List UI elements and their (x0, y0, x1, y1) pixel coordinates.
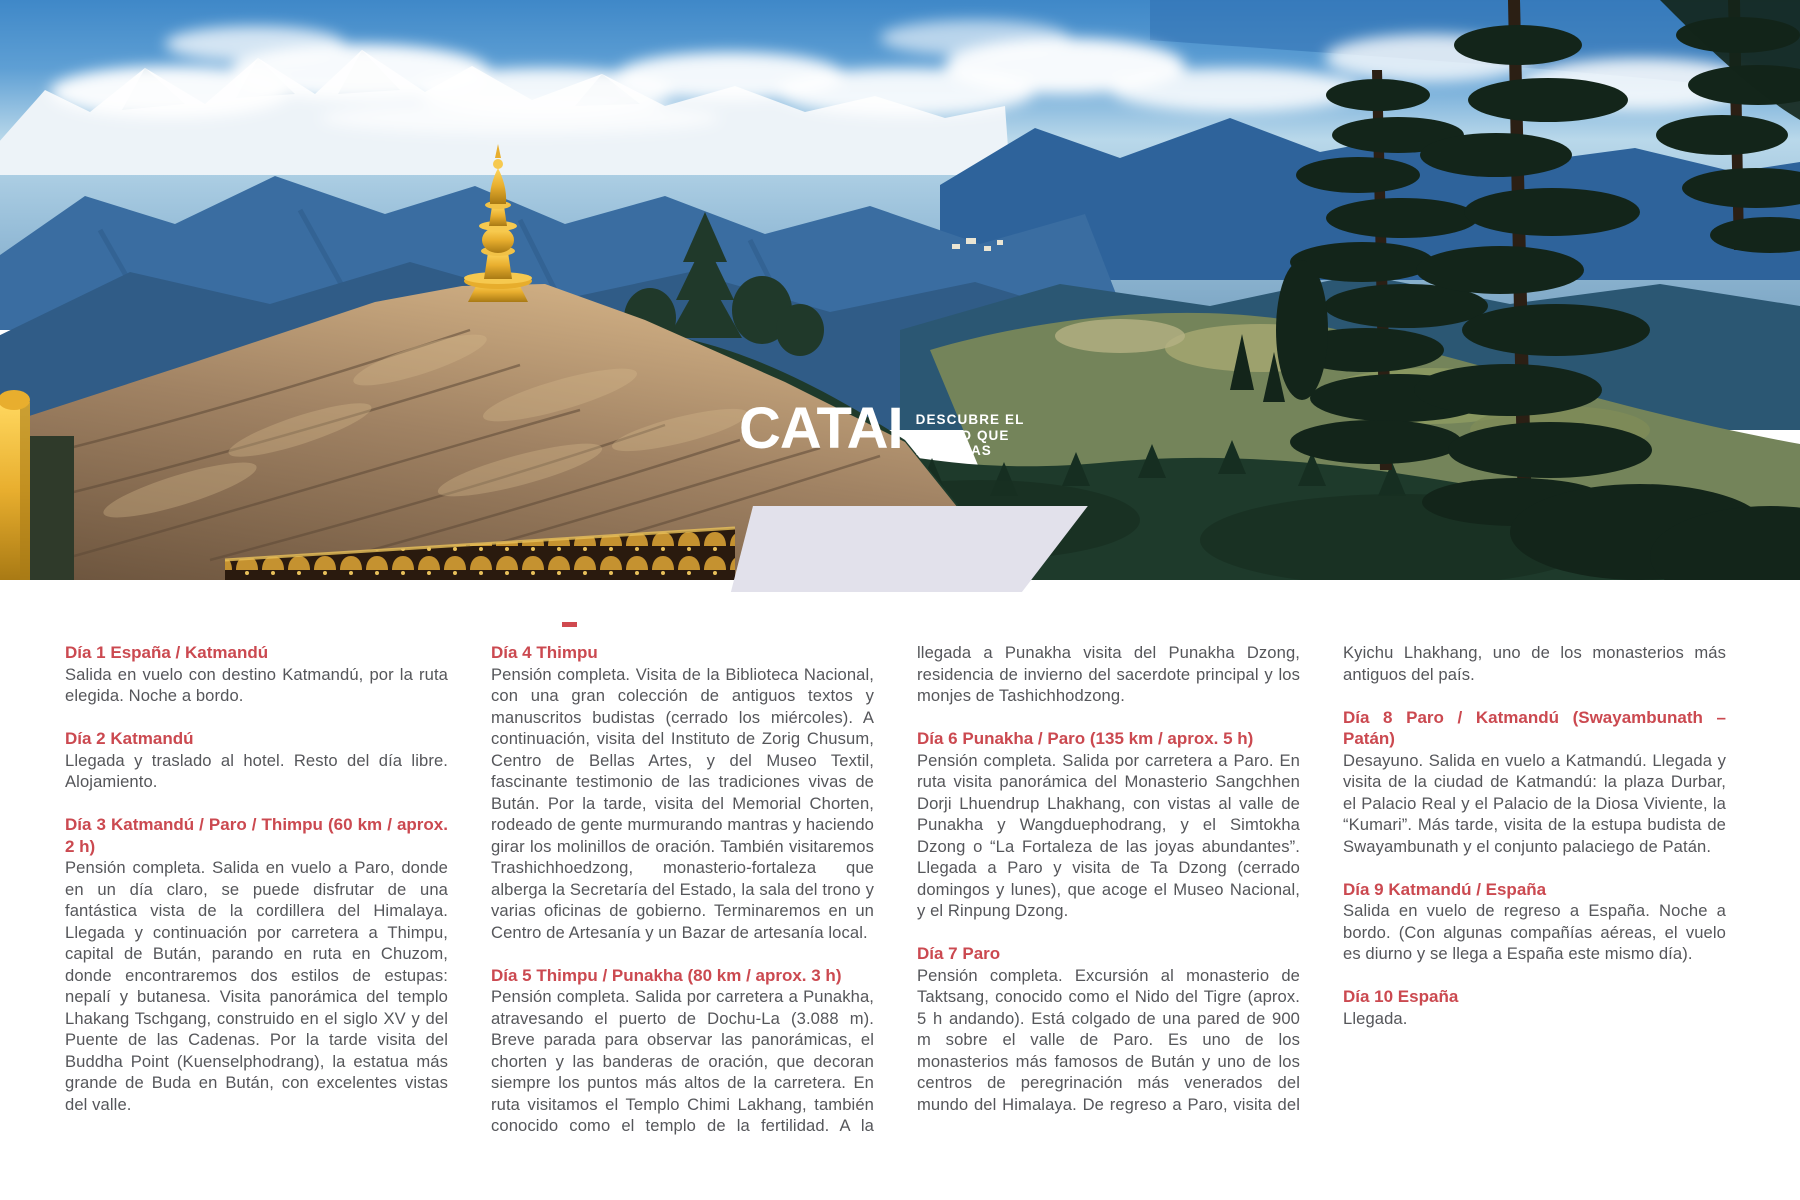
itinerary-day-heading: Día 2 Katmandú (65, 729, 194, 748)
itinerary-entry (1343, 707, 1726, 858)
red-dash-mark (562, 622, 577, 627)
itinerary-day-heading: Día 1 España / Katmandú (65, 643, 269, 662)
itinerary-day-body: Pensión completa. Salida por carretera a Punakha, atravesando el puerto de Dochu-La (3.088 m). Breve parada para observar las panorámicas, el chorten y las banderas de oración, que decoran siempre los puntos más altos de la carretera. En ruta visitamos el Templo Chimi Lakhang, también conocido como el templo de la fertilidad. A la llegada a Punakha visita del Punakha Dzong, residencia de invierno del sacerdote principal y los monjes de Tashichhodzong. (491, 643, 1300, 1135)
itinerary-day-body: Llegada. (1343, 1008, 1408, 1028)
itinerary-entry (65, 814, 448, 1115)
itinerary-day-heading: Día 3 Katmandú / Paro / Thimpu (60 km / aprox. 2 h) (65, 815, 448, 856)
itinerary-entry (917, 728, 1300, 922)
itinerary-day-body: Desayuno. Salida en vuelo a Katmandú. Llegada y visita de la ciudad de Katmandú: la plaza Durbar, el Palacio Real y el Palacio de la Diosa Viviente, la “Kumari”. Más tarde, visita de la estupa budista de Swayambunath y el conjunto palaciego de Patán. (1343, 750, 1726, 856)
itinerary-entry (1343, 879, 1726, 965)
itinerary-entry (65, 642, 448, 707)
hero-photo-art (0, 0, 1800, 580)
brand-tagline-line: DESCUBRE EL (915, 412, 1025, 427)
itinerary-entry (1343, 986, 1726, 1029)
itinerary-day-body: Pensión completa. Salida por carretera a Paro. En ruta visita panorámica del Monasterio Sangchhen Dorji Lhuendrup Lhakhang, con vistas al valle de Punakha y Wangduephodrang, y el Simtokha Dzong o “La Fortaleza de las joyas abundantes”. Llegada a Paro y visita de Ta Dzong (cerrado domingos y lunes), que acoge el Museo Nacional, y el Rinpung Dzong. (917, 750, 1300, 920)
brand-tagline-line: IMAGINAS (915, 443, 992, 458)
itinerary-day-body: Salida en vuelo con destino Katmandú, por la ruta elegida. Noche a bordo. (65, 664, 448, 705)
itinerary-columns (65, 642, 1726, 1147)
itinerary-day-heading: Día 8 Paro / Katmandú (Swayambunath – Patán) (1343, 707, 1726, 748)
itinerary-day-heading: Día 10 España (1343, 987, 1459, 1006)
itinerary-day-body: Salida en vuelo de regreso a España. Noche a bordo. (Con algunas compañías aéreas, el vuelo es diurno y se llega a España este mismo día). (1343, 901, 1726, 963)
itinerary-day-heading: Día 7 Paro (917, 944, 1001, 963)
brand-tagline (916, 401, 1025, 459)
itinerary-day-heading: Día 9 Katmandú / España (1343, 879, 1547, 899)
itinerary-day-body: Pensión completa. Visita de la Biblioteca Nacional, con una gran colección de antiguos textos y manuscritos budistas (cerrado los miércoles). A continuación, visita del Instituto de Zorig Chusum, Centro de Bellas Artes, y del Museo Textil, fascinante testimonio de las tradiciones vivas de Bután. Por la tarde, visita del Memorial Chorten, rodeado de gente murmurando mantras y haciendo girar los molinillos de oración. También visitaremos Trashichhoedzong, monasterio-fortaleza que alberga la Secretaría del Estado, la sala del trono y varias oficinas de gobierno. Terminaremos en un Centro de Artesanía y un Bazar de artesanía local. (491, 664, 874, 942)
itinerary-day-body: Pensión completa. Salida en vuelo a Paro, donde en un día claro, se puede disfrutar de una fantástica vista de la cordillera del Himalaya. Llegada y continuación por carretera a Thimpu, capital de Bután, parando en ruta en Chuzom, donde encontraremos dos estilos de estupas: nepalí y butanesa. Visita panorámica del templo Lhakang Tschgang, construido en el siglo XV y del Puente de las Cadenas. Por la tarde visita del Buddha Point (Kuenselphodrang), la estatua más grande de Buda en Bután, con excelentes vistas del valle. (65, 858, 448, 1114)
itinerary-entry (65, 728, 448, 793)
brand-tagline-line: MUNDO QUE (915, 427, 1010, 443)
itinerary-section (0, 578, 1800, 1147)
brand-logo-wordmark: CATAI (739, 396, 903, 461)
itinerary-day-body: Llegada y traslado al hotel. Resto del día libre. Alojamiento. (65, 750, 448, 791)
itinerary-entry (491, 642, 874, 943)
hero-photo (0, 0, 1800, 580)
itinerary-day-body: Pensión completa. Excursión al monasterio de Taktsang, conocido como el Nido del Tigre (aprox. 5 h andando). Está colgado de una pared de 900 m sobre el valle de Paro. Es uno de los monasterios más famosos de Bután y uno de los centros de peregrinación más venerados del mundo del Himalaya. De regreso a Paro, visita del Kyichu Lhakhang, uno de los monasterios más antiguos del país. (917, 643, 1726, 1114)
itinerary-day-heading: Día 4 Thimpu (491, 643, 598, 662)
itinerary-day-heading: Día 5 Thimpu / Punakha (80 km / aprox. 3 h) (491, 965, 842, 985)
itinerary-day-heading: Día 6 Punakha / Paro (135 km / aprox. 5 h) (917, 729, 1254, 748)
brand-logo (739, 396, 1025, 461)
